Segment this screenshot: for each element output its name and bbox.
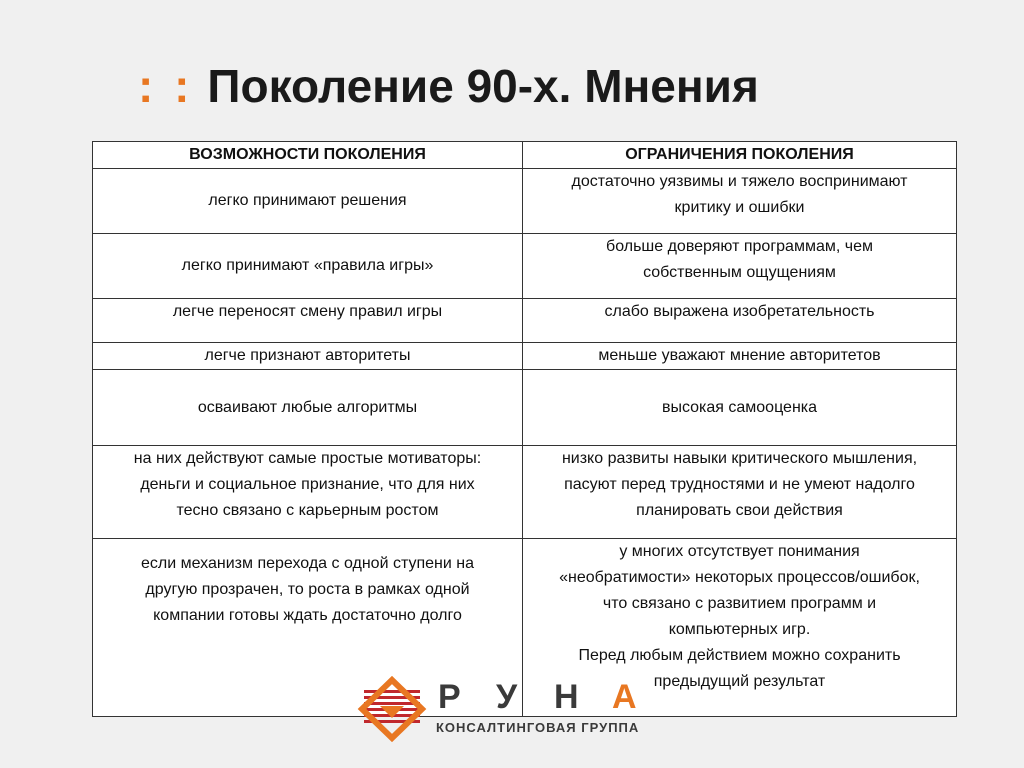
opportunity-cell: [93, 343, 523, 370]
title-marker: : :: [138, 60, 194, 112]
logo-letter: Р: [438, 678, 461, 716]
cell-line: меньше уважают мнение авторитетов: [598, 347, 881, 364]
table-row: [93, 343, 957, 370]
cell-line: легко принимают «правила игры»: [181, 257, 434, 274]
opportunity-cell: [93, 370, 523, 446]
cell-line: деньги и социальное признание, что для них: [140, 476, 475, 493]
opportunity-cell: [93, 299, 523, 343]
company-logo: [356, 676, 666, 742]
cell-line: легче признают авторитеты: [204, 347, 411, 364]
opportunity-cell: [93, 169, 523, 234]
cell-line: легче переносят смену правил игры: [172, 303, 443, 320]
cell-line: у многих отсутствует понимания: [619, 543, 860, 560]
limitation-cell: [523, 169, 957, 234]
cell-line: компании готовы ждать достаточно долго: [153, 607, 462, 624]
logo-letter: У: [496, 678, 518, 716]
opportunity-cell: [93, 446, 523, 539]
cell-line: критику и ошибки: [674, 199, 805, 216]
cell-line: тесно связано с карьерным ростом: [176, 502, 439, 519]
limitation-cell: [523, 234, 957, 299]
table-row: [93, 446, 957, 539]
cell-line: предыдущий результат: [653, 673, 826, 690]
cell-line: достаточно уязвимы и тяжело воспринимают: [571, 173, 908, 190]
limitation-cell: [523, 343, 957, 370]
table-row: [93, 370, 957, 446]
cell-line: Перед любым действием можно сохранить: [578, 647, 901, 664]
cell-line: «необратимости» некоторых процессов/ошибок,: [559, 569, 920, 586]
page-title: [138, 56, 759, 116]
cell-line: что связано с развитием программ и: [602, 595, 877, 612]
table-row: [93, 234, 957, 299]
cell-line: планировать свои действия: [636, 502, 843, 519]
cell-line: компьютерных игр.: [668, 621, 811, 638]
cell-line: другую прозрачен, то роста в рамках одной: [145, 581, 470, 598]
logo-letter: А: [612, 678, 637, 716]
cell-line: на них действуют самые простые мотиваторы:: [133, 450, 482, 467]
table-row: [93, 299, 957, 343]
cell-line: больше доверяют программам, чем: [606, 238, 873, 255]
opinions-table: [92, 141, 957, 717]
cell-line: собственным ощущениям: [643, 264, 836, 281]
title-text: Поколение 90-х. Мнения: [207, 60, 759, 112]
limitation-cell: [523, 299, 957, 343]
cell-line: если механизм перехода с одной ступени на: [141, 555, 474, 572]
header-opportunities: ВОЗМОЖНОСТИ ПОКОЛЕНИЯ: [93, 142, 523, 169]
cell-line: пасуют перед трудностями и не умеют надолго: [564, 476, 915, 493]
logo-letter: Н: [554, 678, 579, 716]
runa-logo-mark-icon: [356, 676, 428, 742]
cell-line: высокая самооценка: [661, 398, 818, 416]
cell-line: осваивают любые алгоритмы: [197, 398, 418, 416]
cell-line: слабо выражена изобретательность: [604, 303, 875, 320]
cell-line: легко принимают решения: [208, 192, 407, 209]
table-row: [93, 169, 957, 234]
logo-wordmark: [438, 678, 670, 717]
logo-subtitle: КОНСАЛТИНГОВАЯ ГРУППА: [436, 720, 640, 735]
header-limitations: ОГРАНИЧЕНИЯ ПОКОЛЕНИЯ: [523, 142, 957, 169]
table-header-row: [93, 142, 957, 169]
cell-line: низко развиты навыки критического мышления,: [561, 450, 918, 467]
limitation-cell: [523, 446, 957, 539]
limitation-cell: [523, 370, 957, 446]
opportunity-cell: [93, 234, 523, 299]
